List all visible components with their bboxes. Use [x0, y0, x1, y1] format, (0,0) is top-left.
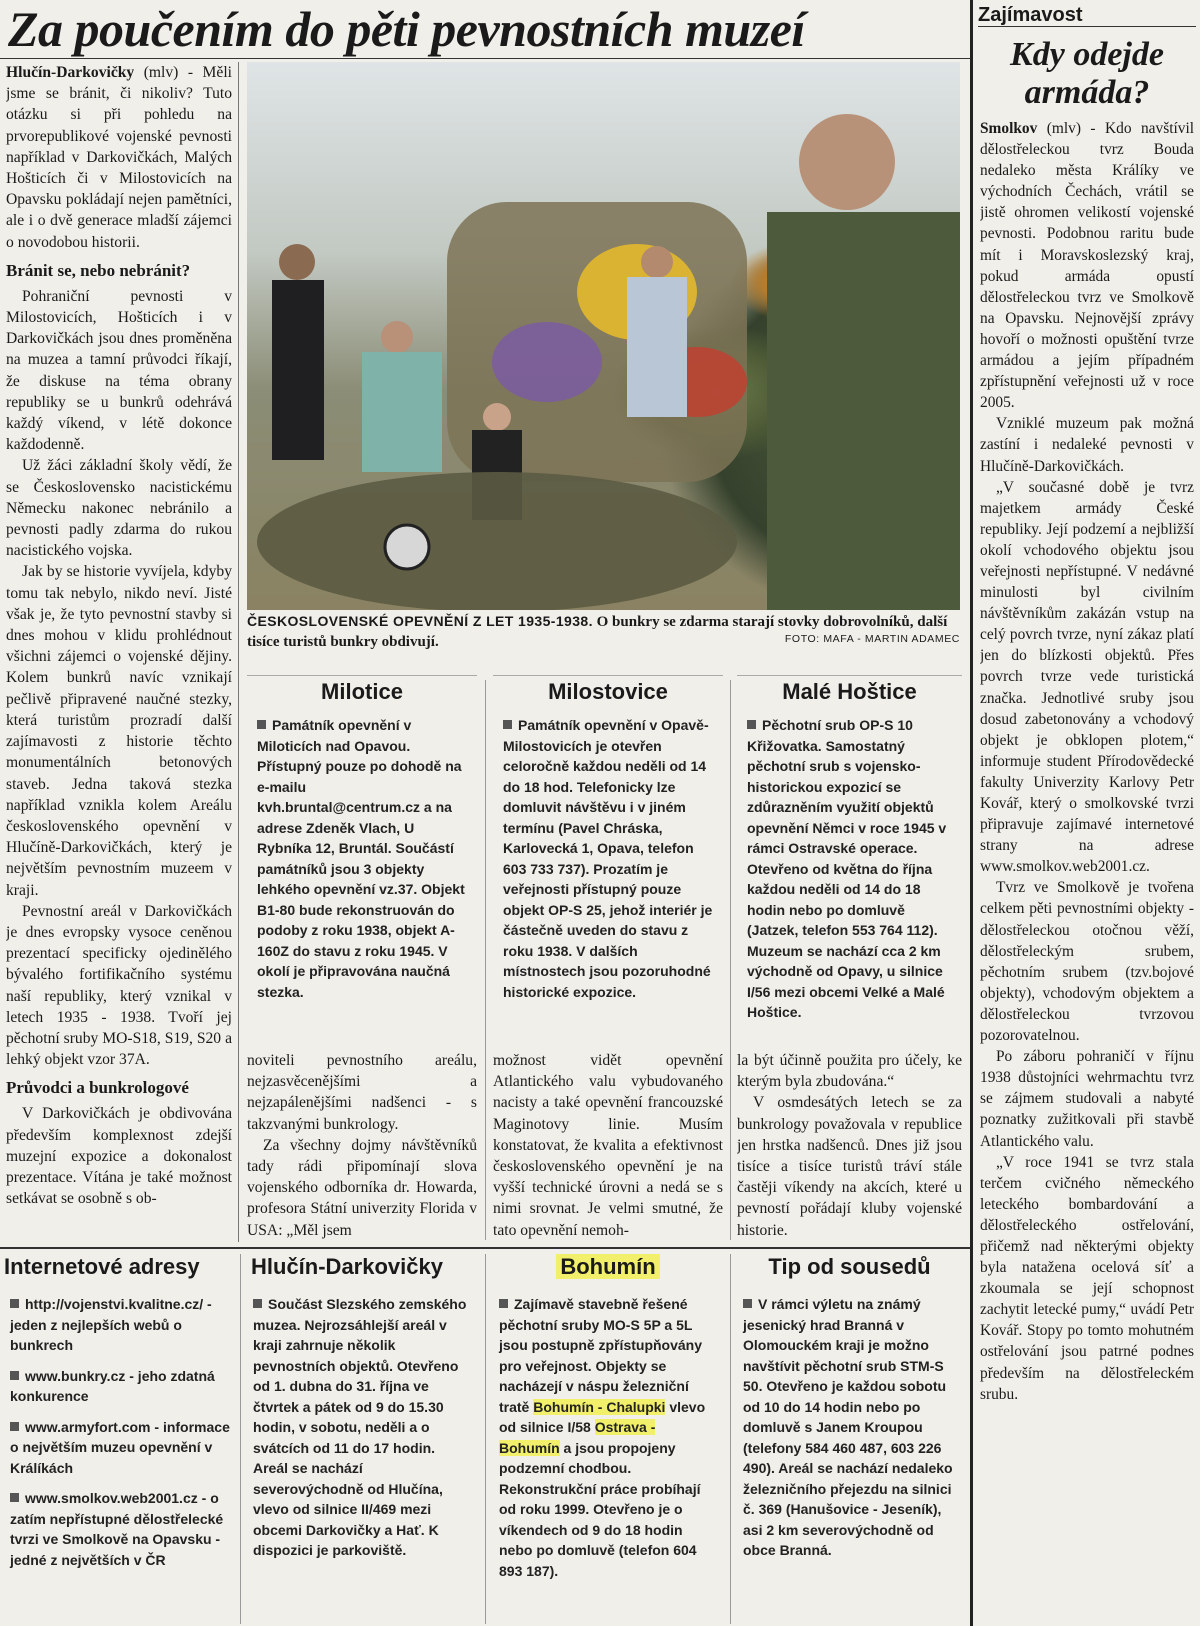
- box-body-male-hostice: Pěchotní srub OP-S 10 Křižovatka. Samostatný pěchotní srub s vojensko-historickou expozicí se zdůrazněním využití objektů opevnění Němci v roce 1945 v rámci Ostravské operace. Otevřeno od května do října každou neděli od 14 do 18 hodin nebo po domluvě (Jatzek, telefon 553 764 112). Muzeum se nachází cca 2 km východně od Opavy, u silnice I/56 mezi obcemi Velké a Malé Hoštice.: [747, 717, 947, 1020]
- caption-text: O bunkry se zdarma starají stovky dobrovolníků, další tisíce turistů bunkry obdivují.: [247, 614, 948, 650]
- bohumin-text-2: vlevo od silnice I/58: [499, 1398, 706, 1435]
- link-vojenstvi[interactable]: http://vojenstvi.kvalitne.cz/: [25, 1296, 204, 1312]
- col4-continuation: la být účinně použita pro účely, ke kterým byla zbudována.“: [737, 1052, 962, 1091]
- paragraph-6: V Darkovičkách je obdivována především komplexnost zdejší muzejní expozice a dokonalost prezentace. Vítána je také možnost setkávat se osobně s ob-: [6, 1105, 232, 1208]
- paragraph-4: Jak by se historie vyvíjela, kdyby tomu tak nebylo, nikdo neví. Jisté však je, že tyto pevnostní stavby si dnes mohou v klidu prohlédnout všichni zájemci o vojenské dějiny. Kolem bunkrů navíc vznikají pečlivě připravené naučné stezky, která turistům prozradí další zajímavosti z historie těchto monumentálních betonových staveb. Jedna taková stezka například vznikla kolem Areálu československého opevnění v Hlučíně-Darkovičkách, který je největším pevnostním muzeem v kraji.: [6, 563, 232, 899]
- bullet-square-icon: [10, 1422, 19, 1431]
- sidebar-paragraph-3: „V současné době je tvrz majetkem armády České republiky. Její podzemí a nejbližší okolí vchodového objektu jsou veřejnosti nepřístupné. V nedávné minulosti byl civilním návštěvníkům zakázán vstup na celý povrch tvrze, nyní zákaz platí jen do blízkosti objektů. Přes povrch tvrze vede turistická značka. Jednotlivé sruby jsou dosud zabetonovány a vchodový objekt je obklopen plotem,“ informuje student Přírodovědecké fakulty Univerzity Karlovy Petr Kovář, který o smolkovské tvrzi připravuje zajímavé internetové strany na adrese www.smolkov.web2001.cz.: [980, 478, 1194, 876]
- article-column-4: [737, 1050, 962, 1240]
- bohumin-highlight-1: Bohumín - Chalupki: [533, 1398, 666, 1415]
- subheading-1: Bránit se, nebo nebránit?: [6, 260, 191, 280]
- link-smolkov[interactable]: www.smolkov.web2001.cz: [25, 1490, 198, 1506]
- lead-text: (mlv) - Měli jsme se bránit, či nikoliv? Tuto otázku si při pohledu na prvorepublikové vojenské pevnosti například v Darkovičkách, Malých Hošticích či v Milostovicích na Opavsku pokládají nejen pamětníci, ale i o dvě generace mladší zájemci o novodobou historii.: [6, 64, 232, 251]
- internet-links: [10, 1294, 232, 1570]
- box-body-milotice: Památník opevnění v Miloticích nad Opavou. Přístupný pouze po dohodě na e-mailu kvh.bruntal@centrum.cz a na adrese Zdeněk Vlach, U Rybníka 12, Bruntál. Součástí památníků jsou 3 objekty lehkého opevnění vz.37. Objekt B1-80 bude rekonstruován do podoby z roku 1938, objekt A-160Z do stavu z roku 1945. V okolí je připravována naučná stezka.: [257, 717, 465, 1000]
- box-title-tip: Tip od sousedů: [768, 1254, 931, 1279]
- photo-bunker-visitors: [247, 62, 960, 610]
- photo-illustration: [247, 62, 960, 610]
- bullet-square-icon: [503, 720, 512, 729]
- col3-continuation: možnost vidět opevnění Atlantického valu vybudovaného nacisty a také opevnění francouzské Maginotovy linie. Musím konstatovat, že kvalita a efektivnost československého opevnění je na vyšší technické úrovni a nedá se s nimi srovnat. Je velmi smutné, že tato opevnění nemoh-: [493, 1052, 723, 1239]
- list-item: [10, 1366, 232, 1407]
- headline: Za poučením do pěti pevnostních muzeí: [8, 1, 805, 57]
- col2-continuation: noviteli pevnostního areálu, nejzasvěcenějšími a nejzapálenějšími nadšenci - s takzvanými bunkrology.: [247, 1052, 477, 1133]
- link-desc: - jeho zdatná konkurence: [10, 1367, 215, 1404]
- bohumin-text-3: a jsou propojeny podzemní chodbou. Rekonstrukční práce probíhají od roku 1999. Otevřeno je o víkendech od 9 do 18 hodin nebo po domluvě (telefon 604 893 187).: [499, 1439, 701, 1579]
- bullet-square-icon: [499, 1299, 508, 1308]
- paragraph-5: Pevnostní areál v Darkovičkách je dnes evropsky vysoce ceněnou prezentací specificky ojedinělého bývalého fortifikačního systému naší republiky, který vznikal v letech 1935 - 1938. Tvoří jej pěchotní sruby MO-S18, S19, S20 a lehký objekt vzor 37A.: [6, 902, 232, 1069]
- sidebar-label: Zajímavost: [978, 4, 1196, 27]
- box-top-rule: [737, 675, 962, 676]
- photo-caption: [247, 612, 960, 652]
- box-text-bohumin: [499, 1294, 715, 1581]
- article-column-2: [247, 1050, 477, 1240]
- column-divider: [485, 680, 486, 1240]
- bullet-square-icon: [253, 1299, 262, 1308]
- box-title-male-hostice: Malé Hoštice: [782, 679, 917, 704]
- article-column-3: [493, 1050, 723, 1240]
- box-text-tip: [743, 1294, 956, 1561]
- caption-title: ČESKOSLOVENSKÉ OPEVNĚNÍ Z LET 1935-1938.: [247, 613, 593, 629]
- box-internet: [4, 1254, 236, 1624]
- link-bunkry[interactable]: www.bunkry.cz: [25, 1367, 126, 1384]
- headline-rule: [0, 58, 970, 59]
- paragraph-3: Už žáci základní školy vědí, že se Československo nacistickému Německu nakonec nebránilo a pevnosti padly zdarma do rukou nacistického vojska.: [6, 457, 232, 560]
- bullet-square-icon: [10, 1371, 19, 1380]
- sidebar-paragraph-6: „V roce 1941 se tvrz stala terčem cvičného německého leteckého bombardování a dělostřeleckého ostřelování, přičemž nad některými objekty byla natažena ocelová síť a zkoumala se její schopnost zachytit letecké pumy,“ uvádí Petr Kovář. Stopy po tomto mohutném ostřelování jsou patrné podnes především na dělostřeleckém srubu.: [980, 1153, 1194, 1403]
- sidebar-lead: [980, 118, 1194, 413]
- link-desc: - jeden z nejlepších webů o bunkrech: [10, 1296, 212, 1353]
- box-title-milotice: Milotice: [321, 679, 403, 704]
- box-text-milostovice: [503, 715, 715, 1002]
- box-body-tip: V rámci výletu na známý jesenický hrad Branná v Olomouckém kraji je možno navštívit pěchotní srub STM-S 50. Otevřeno je každou sobotu od 10 do 14 hodin nebo po domluvě s Janem Kroupou (telefony 584 460 487, 603 226 490). Areál se nachází nedaleko železničního přejezdu na silnici č. 369 (Hanušovice - Jeseník), asi 2 km severovýchodně od obce Branná.: [743, 1296, 953, 1558]
- article-lead: [6, 62, 232, 253]
- bohumin-title-highlight: Bohumín: [556, 1254, 659, 1279]
- box-title-hlucin: Hlučín-Darkovičky: [251, 1254, 443, 1279]
- sidebar-headline: Kdy odejde armáda?: [1010, 36, 1164, 111]
- box-bohumin: [493, 1254, 723, 1624]
- sidebar-lead-place: Smolkov: [980, 120, 1038, 137]
- sidebar-paragraph-2: Vzniklé muzeum pak možná zastíní i nedaleké pevnosti v Hlučíně-Darkovičkách.: [980, 415, 1194, 475]
- box-text-male-hostice: [747, 715, 956, 1023]
- bullet-square-icon: [257, 720, 266, 729]
- sidebar-article: [980, 118, 1194, 1623]
- box-text-milotice: [257, 715, 469, 1002]
- column-divider: [240, 1254, 241, 1624]
- list-item: [10, 1294, 232, 1356]
- lead-place: Hlučín-Darkovičky: [6, 64, 135, 81]
- bohumin-highlight-2: Ostrava - Bohumín: [499, 1419, 656, 1456]
- box-text-hlucin: [253, 1294, 469, 1561]
- paragraph-2: Pohraniční pevnosti v Milostovicích, Hošticích i v Darkovičkách jsou dnes proměněna na muzea a tamní průvodci říkají, že diskuse na téma obrany republiky se u bunkrů odehrává každý víkend, v létě dokonce každodenně.: [6, 287, 232, 454]
- box-title-internet: Internetové adresy: [4, 1254, 200, 1279]
- box-hlucin-darkovicky: [247, 1254, 477, 1624]
- bullet-square-icon: [10, 1493, 19, 1502]
- box-top-rule: [247, 675, 477, 676]
- sidebar-lead-text: (mlv) - Kdo navštívil dělostřeleckou tvrz Bouda nedaleko města Králíky ve východních Čechách, vrátil se jistě ohromen velikostí vojenské pevnosti. Podobnou raritu bude mít i Moravskoslezský kraj, pokud armáda opustí dělostřeleckou tvrz ve Smolkově na Opavsku. Nejnovější zprávy hovoří o možnosti opuštění tvrze armádou a jejím případném zpřístupnění veřejnosti už v roce 2005.: [980, 120, 1194, 412]
- list-item: [10, 1417, 232, 1479]
- box-milotice: [247, 675, 477, 1040]
- photo-credit: FOTO: MAFA - MARTIN ADAMEC: [784, 633, 960, 645]
- sidebar-rule: [970, 0, 973, 1626]
- box-title-milostovice: Milostovice: [548, 679, 668, 704]
- box-title-bohumin: [493, 1254, 723, 1280]
- box-milostovice: [493, 675, 723, 1040]
- link-armyfort[interactable]: www.armyfort.com: [25, 1418, 151, 1435]
- column-divider: [730, 680, 731, 1240]
- link-desc: - informace o největším muzeu opevnění v Králíkách: [10, 1418, 230, 1476]
- column-divider: [238, 62, 239, 1242]
- bohumin-text-1: Zajímavě stavebně řešené pěchotní sruby MO-S 5P a 5L jsou postupně zpřístupňovány pro veřejnost. Objekty se nacházejí v náspu železniční tratě: [499, 1296, 703, 1415]
- col2-paragraph: Za všechny dojmy návštěvníků tady rádi připomínají slova vojenského odborníka dr. Howarda, profesora Státní univerzity Florida v USA: „Měl jsem: [247, 1136, 477, 1239]
- box-top-rule: [493, 675, 723, 676]
- bullet-square-icon: [747, 720, 756, 729]
- box-male-hostice: [737, 675, 962, 1040]
- list-item: [10, 1488, 232, 1570]
- column-divider: [485, 1254, 486, 1624]
- bullet-square-icon: [10, 1299, 19, 1308]
- col4-paragraph: V osmdesátých letech se za bunkrology považovala v republice jen hrstka nadšenců. Dnes již jsou tisíce a tisíce turistů tráví stále častěji víkendy na akcích, které u pevností pořádají kluby vojenské historie.: [737, 1094, 962, 1239]
- sidebar-paragraph-4: Tvrz ve Smolkově je tvořena celkem pěti pevnostními objekty - dělostřeleckou otočnou věží, dělostřeleckým srubem, pěchotním srubem (tzv.bojové objekty), vchodovým objektem a dělostřeleckou tvrzovou pozorovatelnou.: [980, 879, 1194, 1045]
- box-tip-od-sousedu: [737, 1254, 962, 1624]
- article-column-1: [6, 62, 232, 1242]
- sidebar-paragraph-5: Po záboru pohraničí v říjnu 1938 důstojníci wehrmachtu tvrz se zájmem studovali a nabyté poznatky zužitkovali při stavbě Atlantického valu.: [980, 1048, 1194, 1150]
- bottom-boxes-rule: [0, 1247, 970, 1249]
- link-desc: - o zatím nepřístupné dělostřelecké tvrzi ve Smolkově na Opavsku - jedné z největších v ČR: [10, 1490, 224, 1568]
- subheading-2: Průvodci a bunkrologové: [6, 1078, 189, 1098]
- bullet-square-icon: [743, 1299, 752, 1308]
- box-body-milostovice: Památník opevnění v Opavě-Milostovicích je otevřen celoročně každou neděli od 14 do 18 hod. Telefonicky lze domluvit návštěvu i v jiném termínu (Pavel Chráska, Karlovecká 1, Opava, telefon 603 733 737). Prozatím je veřejnosti přístupný pouze objekt OP-S 25, jehož interiér je částečně uveden do stavu z roku 1938. V dalších místnostech jsou pozoruhodné historické expozice.: [503, 717, 713, 1000]
- box-body-hlucin: Součást Slezského zemského muzea. Nejrozsáhlejší areál v kraji zahrnuje několik pevnostních objektů. Otevřeno od 1. dubna do 31. října ve čtvrtek a pátek od 9 do 15.30 hodin, v sobotu, neděli a o svátcích od 11 do 17 hodin. Areál se nachází severovýchodně od Hlučína, vlevo od silnice II/469 mezi obcemi Darkovičky a Hať. K dispozici je parkoviště.: [253, 1296, 467, 1558]
- column-divider: [730, 1254, 731, 1624]
